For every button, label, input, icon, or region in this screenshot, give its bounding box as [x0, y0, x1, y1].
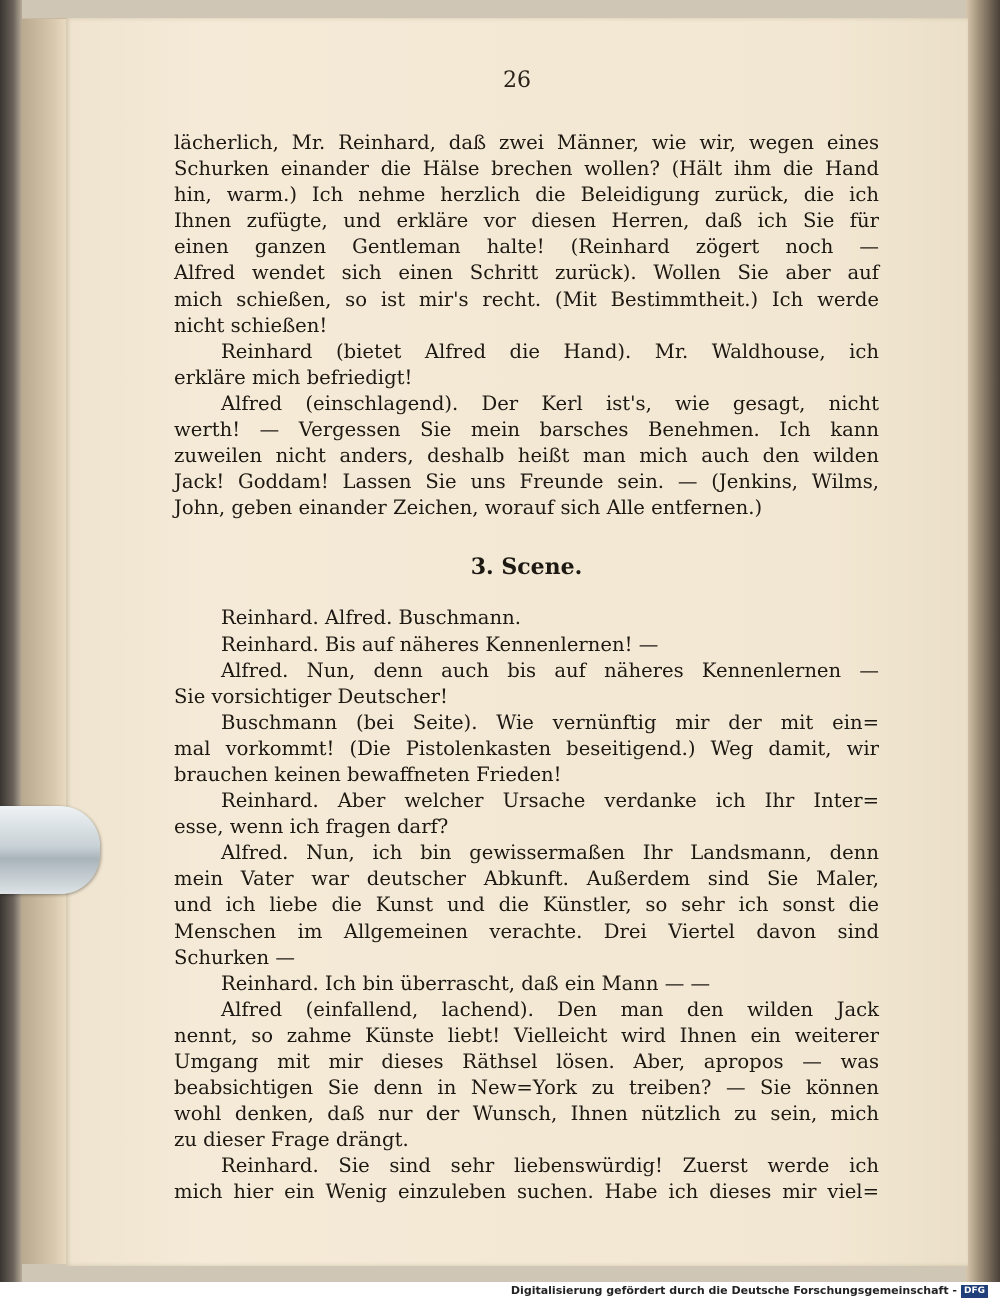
text-line: werth! — Vergessen Sie mein barsches Benehmen. Ich kann [174, 418, 879, 442]
text-line: zu dieser Frage drängt. [174, 1128, 409, 1152]
text-line: mich schießen, so ist mir's recht. (Mit Bestimmtheit.) Ich werde [174, 287, 879, 311]
text-line: wohl denken, daß nur der Wunsch, Ihnen nützlich zu sein, mich [174, 1102, 879, 1126]
footer-credit [511, 1282, 988, 1299]
text-line: esse, wenn ich fragen darf? [174, 815, 449, 839]
text-line: Ihnen zufügte, und erkläre vor diesen Herren, daß ich Sie für [174, 209, 879, 233]
text-line: Schurken einander die Hälse brechen wollen? (Hält ihm die Hand [174, 157, 879, 181]
text-line: und ich liebe die Kunst und die Künstler, so sehr ich sonst die [174, 893, 879, 917]
text-line: mein Vater war deutscher Abkunft. Außerdem sind Sie Maler, [174, 867, 879, 891]
book-cover-edge [22, 18, 67, 1264]
book-right-edge [966, 0, 1000, 1282]
text-line: erkläre mich befriedigt! [174, 365, 413, 389]
text-line: Alfred. Nun, ich bin gewissermaßen Ihr Landsmann, denn [221, 841, 879, 865]
text-line: zuweilen nicht anders, deshalb heißt man mich auch den wilden [174, 444, 879, 468]
text-line: Buschmann (bei Seite). Wie vernünftig mir der mit ein= [221, 710, 879, 734]
text-line: Jack! Goddam! Lassen Sie uns Freunde sein. — (Jenkins, Wilms, [174, 470, 879, 494]
text-line: Alfred wendet sich einen Schritt zurück). Wollen Sie aber auf [174, 261, 879, 285]
text-line: Reinhard. Aber welcher Ursache verdanke ich Ihr Inter= [221, 789, 879, 813]
text-line: Umgang mit mir dieses Räthsel lösen. Aber, apropos — was [174, 1050, 879, 1073]
text-line: hin, warm.) Ich nehme herzlich die Beleidigung zurück, die ich [174, 183, 879, 207]
text-line: Reinhard. Ich bin überrascht, daß ein Mann — — [221, 971, 711, 995]
text-line: nennt, so zahme Künste liebt! Vielleicht wird Ihnen ein weiterer [174, 1023, 879, 1047]
text-line: mich hier ein Wenig einzuleben suchen. Habe ich dieses mir viel= [174, 1180, 879, 1204]
text-line: mal vorkommt! (Die Pistolenkasten beseitigend.) Weg damit, wir [174, 736, 879, 760]
text-line: Alfred (einfallend, lachend). Den man den wilden Jack [221, 997, 879, 1021]
text-block-before-heading [174, 130, 879, 521]
text-line: Reinhard. Alfred. Buschmann. [221, 606, 521, 630]
text-line: Sie vorsichtiger Deutscher! [174, 684, 448, 708]
text-line: Reinhard. Bis auf näheres Kennenlernen! — [221, 632, 659, 656]
book-page [66, 18, 968, 1266]
text-line: Alfred (einschlagend). Der Kerl ist's, wie gesagt, nicht [221, 391, 879, 415]
text-line: Schurken — [174, 945, 295, 969]
dfg-logo: DFG [961, 1285, 988, 1298]
text-line: lächerlich, Mr. Reinhard, daß zwei Männer, wie wir, wegen eines [174, 131, 879, 154]
page-number: 26 [503, 68, 531, 93]
text-line: nicht schießen! [174, 313, 328, 337]
text-line: beabsichtigen Sie denn in New=York zu treiben? — Sie können [174, 1076, 879, 1100]
text-block-after-heading [174, 605, 879, 1205]
text-line: Menschen im Allgemeinen verachte. Drei Viertel davon sind [174, 919, 879, 943]
footer-text: Digitalisierung gefördert durch die Deutsche Forschungsgemeinschaft - [510, 1284, 957, 1297]
scene-heading: 3. Scene. [470, 554, 583, 581]
text-line: einen ganzen Gentleman halte! (Reinhard zögert noch — [174, 235, 879, 259]
text-line: Reinhard. Sie sind sehr liebenswürdig! Zuerst werde ich [221, 1154, 879, 1178]
page-body [174, 130, 879, 1206]
text-line: Alfred. Nun, denn auch bis auf näheres Kennenlernen — [221, 658, 879, 682]
text-line: John, geben einander Zeichen, worauf sich Alle entfernen.) [174, 496, 763, 520]
page-clip [0, 806, 100, 894]
text-line: Reinhard (bietet Alfred die Hand). Mr. Waldhouse, ich [221, 339, 879, 363]
text-line: brauchen keinen bewaffneten Frieden! [174, 762, 562, 786]
book-spine-edge [0, 0, 22, 1282]
